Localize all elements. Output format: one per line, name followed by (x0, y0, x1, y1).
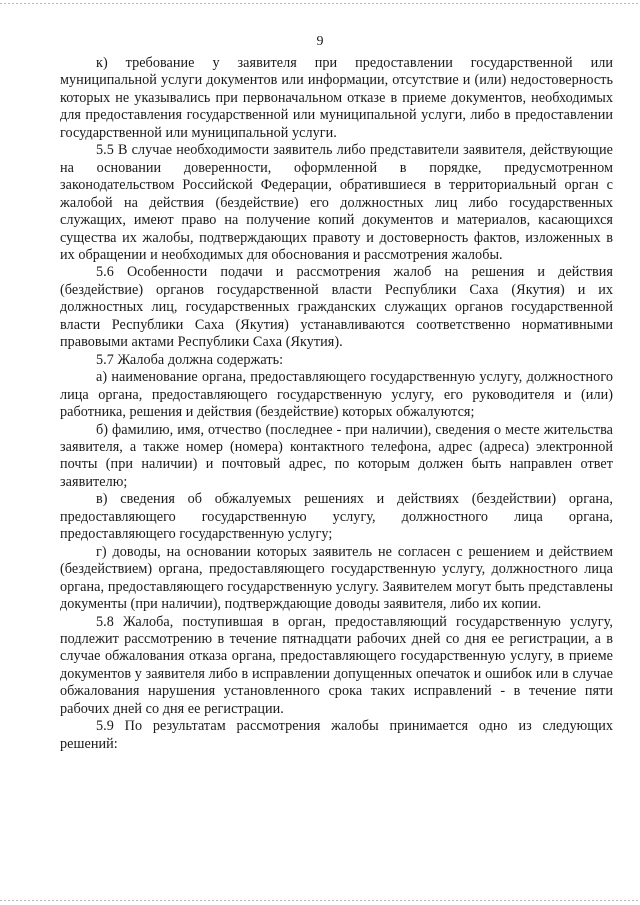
paragraph-item-a: а) наименование органа, предоставляющего государственную услугу, должностного лица органа, предоставляющего государственную услугу, его руководителя и (или) работника, решения и действия (бездействие) которых обжалуются; (60, 369, 613, 421)
document-body (60, 55, 613, 753)
paragraph-item-v: в) сведения об обжалуемых решениях и действиях (бездействии) органа, предоставляющего государственную услугу, должностного лица органа, предоставляющего государственную услугу; (60, 491, 613, 543)
page-number: 9 (316, 34, 324, 49)
paragraph-5-5: 5.5 В случае необходимости заявитель либо представители заявителя, действующие на основании доверенности, оформленной в порядке, предусмотренном законодательством Российской Федерации, обратившиеся в территориальный орган с жалобой на действия (бездействие) его должностных лиц либо государственных служащих, имеют право на получение копий документов и материалов, касающихся существа их жалобы, подтверждающих правоту и достоверность фактов, изложенных в их обращении и необходимых для обоснования и рассмотрения жалобы. (60, 142, 613, 263)
paragraph-5-6: 5.6 Особенности подачи и рассмотрения жалоб на решения и действия (бездействие) органов государственной власти Республики Саха (Якутия) и их должностных лиц, государственных гражданских служащих органов государственной власти Республики Саха (Якутия) устанавливаются соответственно нормативными правовыми актами Республики Саха (Якутия). (60, 264, 613, 351)
paragraph-item-g: г) доводы, на основании которых заявитель не согласен с решением и действием (бездействием) органа, предоставляющего государственную услугу, должностного лица органа, предоставляющего государственную услугу. Заявителем могут быть представлены документы (при наличии), подтверждающие доводы заявителя, либо их копии. (60, 543, 613, 613)
scan-edge-bottom (0, 900, 640, 901)
paragraph-item-k: к) требование у заявителя при предоставлении государственной или муниципальной услуги документов или информации, отсутствие и (или) недостоверность которых не указывались при первоначальном отказе в приеме документов, необходимых для предоставления государственной или муниципальной услуги, либо в предоставлении государственной или муниципальной услуги. (60, 55, 613, 141)
scan-edge-top (0, 3, 640, 4)
paragraph-5-8: 5.8 Жалоба, поступившая в орган, предоставляющий государственную услугу, подлежит рассмотрению в течение пятнадцати рабочих дней со дня ее регистрации, а в случае обжалования отказа органа, предоставляющего государственную услугу, в приеме документов у заявителя либо в исправлении допущенных опечаток и ошибок или в случае обжалования нарушения установленного срока таких исправлений - в течение пяти рабочих дней со дня ее регистрации. (60, 613, 613, 717)
paragraph-5-9: 5.9 По результатам рассмотрения жалобы принимается одно из следующих решений: (60, 718, 613, 752)
paragraph-item-b: б) фамилию, имя, отчество (последнее - при наличии), сведения о месте жительства заявителя, а также номер (номера) контактного телефона, адрес (адреса) электронной почты (при наличии) и почтовый адрес, по которым должен быть направлен ответ заявителю; (60, 421, 613, 490)
paragraph-5-7: 5.7 Жалоба должна содержать: (96, 351, 284, 368)
